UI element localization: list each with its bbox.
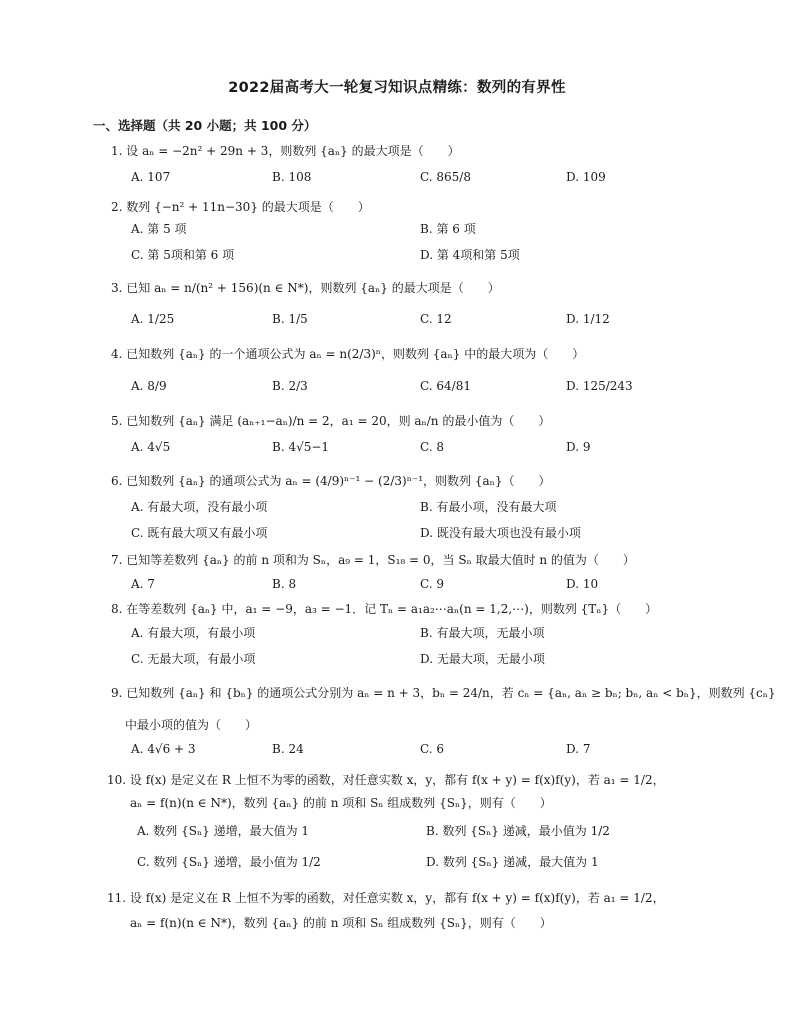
question-10-stem: 10. 设 f(x) 是定义在 R 上恒不为零的函数，对任意实数 x，y，都有 f(x + y) = f(x)f(y)，若 a₁ = 1/2，: [107, 773, 665, 787]
section-heading: 一、选择题（共 20 小题；共 100 分）: [93, 118, 317, 133]
question-4-option-a: A. 8/9: [131, 379, 167, 393]
question-3-stem: 3. 已知 aₙ = n/(n² + 156)(n ∈ N*)，则数列 {aₙ} 的最大项是（ ）: [111, 281, 500, 295]
question-7-option-c: C. 9: [420, 577, 445, 591]
question-1-option-b: B. 108: [272, 170, 312, 184]
question-7-option-b: B. 8: [272, 577, 297, 591]
question-1-option-a: A. 107: [131, 170, 171, 184]
question-6-option-a: A. 有最大项，没有最小项: [131, 500, 268, 514]
question-4-option-b: B. 2/3: [272, 379, 308, 393]
question-2-option-a: A. 第 5 项: [131, 222, 187, 236]
question-9-stem-continued: 中最小项的值为（ ）: [125, 718, 258, 732]
question-10-stem-continued: aₙ = f(n)(n ∈ N*)，数列 {aₙ} 的前 n 项和 Sₙ 组成数列 {Sₙ}，则有（ ）: [130, 796, 552, 810]
question-5-option-b: B. 4√5−1: [272, 440, 330, 454]
question-5-option-c: C. 8: [420, 440, 445, 454]
question-6-option-b: B. 有最小项，没有最大项: [420, 500, 557, 514]
question-5-option-d: D. 9: [566, 440, 591, 454]
question-8-option-a: A. 有最大项，有最小项: [131, 626, 256, 640]
question-6-option-c: C. 既有最大项又有最小项: [131, 526, 268, 540]
question-3-option-c: C. 12: [420, 312, 452, 326]
question-4-option-c: C. 64/81: [420, 379, 471, 393]
question-6-stem: 6. 已知数列 {aₙ} 的通项公式为 aₙ = (4/9)ⁿ⁻¹ − (2/3)ⁿ⁻¹，则数列 {aₙ}（ ）: [111, 474, 551, 488]
question-2-option-c: C. 第 5项和第 6 项: [131, 248, 235, 262]
page-title: 2022届高考大一轮复习知识点精练：数列的有界性: [228, 80, 566, 96]
question-8-option-d: D. 无最大项，无最小项: [420, 652, 545, 666]
question-5-stem: 5. 已知数列 {aₙ} 满足 (aₙ₊₁−aₙ)/n = 2，a₁ = 20，则 aₙ/n 的最小值为（ ）: [111, 414, 551, 428]
question-8-stem: 8. 在等差数列 {aₙ} 中，a₁ = −9，a₃ = −1．记 Tₙ = a₁a₂⋯aₙ(n = 1,2,⋯)，则数列 {Tₙ}（ ）: [111, 602, 658, 616]
question-8-option-b: B. 有最大项，无最小项: [420, 626, 545, 640]
question-2-option-d: D. 第 4项和第 5项: [420, 248, 520, 262]
question-3-option-b: B. 1/5: [272, 312, 308, 326]
question-3-option-d: D. 1/12: [566, 312, 610, 326]
question-8-option-c: C. 无最大项，有最小项: [131, 652, 256, 666]
question-10-option-d: D. 数列 {Sₙ} 递减，最大值为 1: [426, 855, 599, 869]
question-11-stem-continued: aₙ = f(n)(n ∈ N*)，数列 {aₙ} 的前 n 项和 Sₙ 组成数列 {Sₙ}，则有（ ）: [130, 916, 552, 930]
question-1-stem: 1. 设 aₙ = −2n² + 29n + 3，则数列 {aₙ} 的最大项是（ ）: [111, 144, 460, 158]
question-2-option-b: B. 第 6 项: [420, 222, 476, 236]
question-10-option-b: B. 数列 {Sₙ} 递减，最小值为 1/2: [426, 824, 610, 838]
question-9-option-c: C. 6: [420, 742, 445, 756]
question-9-option-a: A. 4√6 + 3: [131, 742, 196, 756]
question-7-option-d: D. 10: [566, 577, 599, 591]
question-7-stem: 7. 已知等差数列 {aₙ} 的前 n 项和为 Sₙ，a₉ = 1，S₁₈ = 0，当 Sₙ 取最大值时 n 的值为（ ）: [111, 553, 635, 567]
question-11-stem: 11. 设 f(x) 是定义在 R 上恒不为零的函数，对任意实数 x，y，都有 f(x + y) = f(x)f(y)，若 a₁ = 1/2，: [107, 891, 665, 905]
question-2-stem: 2. 数列 {−n² + 11n−30} 的最大项是（ ）: [111, 200, 370, 214]
question-3-option-a: A. 1/25: [131, 312, 175, 326]
question-4-option-d: D. 125/243: [566, 379, 633, 393]
question-1-option-c: C. 865/8: [420, 170, 471, 184]
question-6-option-d: D. 既没有最大项也没有最小项: [420, 526, 581, 540]
question-9-stem: 9. 已知数列 {aₙ} 和 {bₙ} 的通项公式分别为 aₙ = n + 3，bₙ = 24/n，若 cₙ = {aₙ, aₙ ≥ bₙ; bₙ, aₙ < bₙ}，则数列 {cₙ}: [111, 686, 776, 700]
question-5-option-a: A. 4√5: [131, 440, 171, 454]
question-7-option-a: A. 7: [131, 577, 155, 591]
question-4-stem: 4. 已知数列 {aₙ} 的一个通项公式为 aₙ = n(2/3)ⁿ，则数列 {aₙ} 中的最大项为（ ）: [111, 347, 585, 361]
question-10-option-a: A. 数列 {Sₙ} 递增，最大值为 1: [137, 824, 310, 838]
question-9-option-d: D. 7: [566, 742, 591, 756]
question-9-option-b: B. 24: [272, 742, 304, 756]
question-10-option-c: C. 数列 {Sₙ} 递增，最小值为 1/2: [137, 855, 321, 869]
question-1-option-d: D. 109: [566, 170, 606, 184]
